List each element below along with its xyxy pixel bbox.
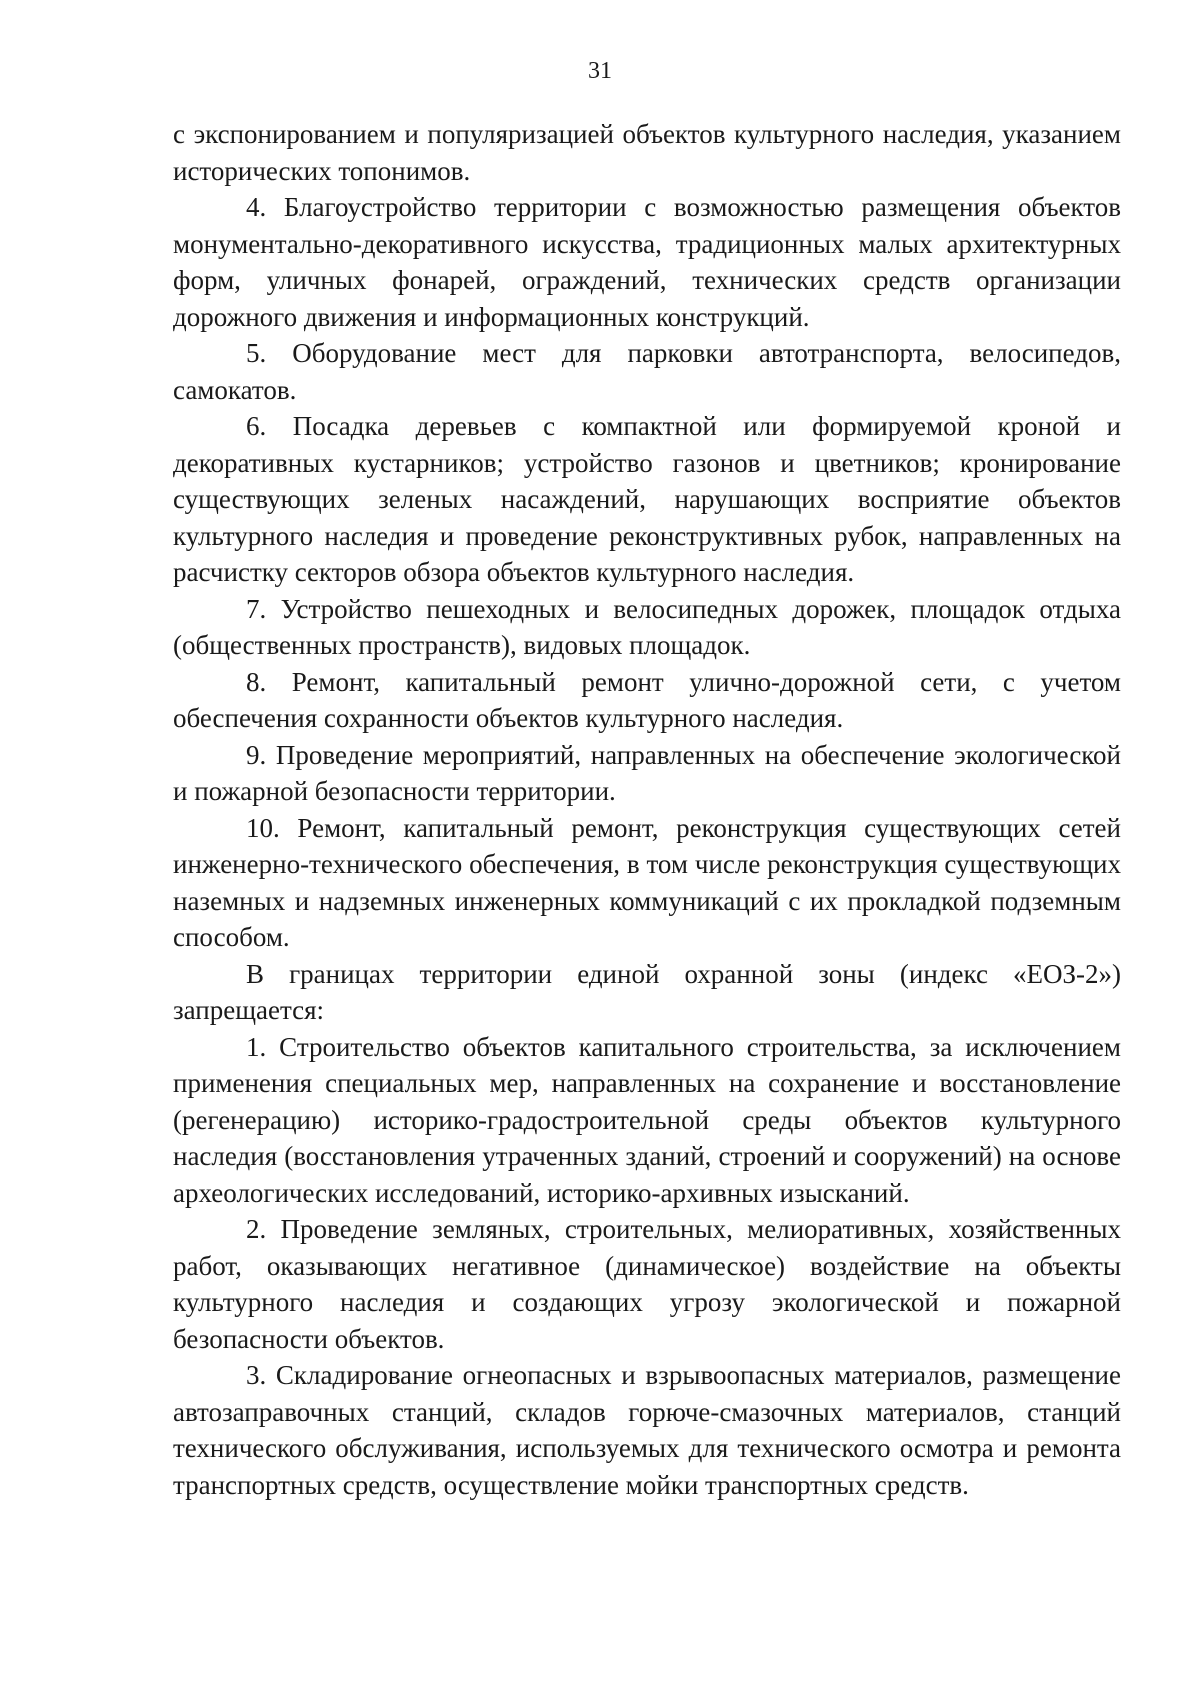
- paragraph-prohibition-1: 1. Строительство объектов капитального строительства, за исключением применения специальных мер, направленных на сохранение и восстановление (регенерацию) историко-градостроительной среды объектов культурного наследия (восстановления утраченных зданий, строений и сооружений) на основе археологических исследований, историко-архивных изысканий.: [173, 1031, 1121, 1208]
- paragraph-prohibition-3: 3. Складирование огнеопасных и взрывоопасных материалов, размещение автозаправочных станций, складов горюче-смазочных материалов, станций технического обслуживания, используемых для технического осмотра и ремонта транспортных средств, осуществление мойки транспортных средств.: [173, 1360, 1121, 1500]
- page-number: 31: [588, 58, 612, 84]
- paragraph-item-5: 5. Оборудование мест для парковки автотранспорта, велосипедов, самокатов.: [173, 338, 1121, 405]
- paragraph-item-7: 7. Устройство пешеходных и велосипедных дорожек, площадок отдыха (общественных пространств), видовых площадок.: [173, 593, 1121, 660]
- paragraph-item-6: 6. Посадка деревьев с компактной или формируемой кроной и декоративных кустарников; устройство газонов и цветников; кронирование существующих зеленых насаждений, нарушающих восприятие объектов культурного наследия и проведение реконструктивных рубок, направленных на расчистку секторов обзора объектов культурного наследия.: [173, 411, 1121, 587]
- paragraph-item-9: 9. Проведение мероприятий, направленных на обеспечение экологической и пожарной безопасности территории.: [173, 739, 1121, 806]
- paragraph-prohibition-2: 2. Проведение земляных, строительных, мелиоративных, хозяйственных работ, оказывающих негативное (динамическое) воздействие на объекты культурного наследия и создающих угрозу экологической и пожарной безопасности объектов.: [173, 1214, 1121, 1354]
- document-body: [173, 116, 1121, 1503]
- paragraph-item-8: 8. Ремонт, капитальный ремонт улично-дорожной сети, с учетом обеспечения сохранности объектов культурного наследия.: [173, 666, 1121, 733]
- paragraph-zone-intro: В границах территории единой охранной зоны (индекс «ЕОЗ-2») запрещается:: [173, 958, 1121, 1025]
- paragraph-continuation: с экспонированием и популяризацией объектов культурного наследия, указанием исторических топонимов.: [173, 119, 1121, 186]
- paragraph-item-4: 4. Благоустройство территории с возможностью размещения объектов монументально-декоративного искусства, традиционных малых архитектурных форм, уличных фонарей, ограждений, технических средств организации дорожного движения и информационных конструкций.: [173, 192, 1121, 332]
- paragraph-item-10: 10. Ремонт, капитальный ремонт, реконструкция существующих сетей инженерно-технического обеспечения, в том числе реконструкция существующих наземных и надземных инженерных коммуникаций с их прокладкой подземным способом.: [173, 812, 1121, 952]
